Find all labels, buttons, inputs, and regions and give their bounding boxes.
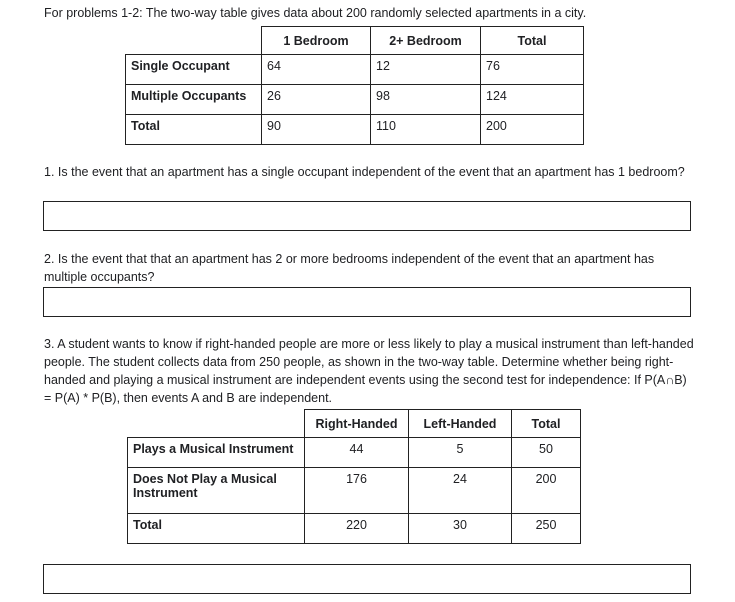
cell: 76 xyxy=(481,55,584,85)
cell: 30 xyxy=(409,514,512,544)
header-1-bedroom: 1 Bedroom xyxy=(262,27,371,55)
cell: 250 xyxy=(512,514,581,544)
header-empty xyxy=(126,27,262,55)
answer-box-1[interactable] xyxy=(43,201,691,231)
row-label: Total xyxy=(128,514,305,544)
cell: 200 xyxy=(512,468,581,514)
answer-box-2[interactable] xyxy=(43,287,691,317)
cell: 220 xyxy=(305,514,409,544)
answer-box-3[interactable] xyxy=(43,564,691,594)
cell: 12 xyxy=(371,55,481,85)
table-row xyxy=(126,85,584,115)
intro-text: For problems 1-2: The two-way table gives data about 200 randomly selected apartments in a city. xyxy=(44,6,587,20)
question-2: 2. Is the event that that an apartment has 2 or more bedrooms independent of the event that an apartment has multiple occupants? xyxy=(44,252,655,284)
cell: 26 xyxy=(262,85,371,115)
cell: 176 xyxy=(305,468,409,514)
row-label: Single Occupant xyxy=(126,55,262,85)
header-left-handed: Left-Handed xyxy=(409,410,512,438)
header-total: Total xyxy=(481,27,584,55)
row-label: Does Not Play a Musical Instrument xyxy=(128,468,305,514)
cell: 98 xyxy=(371,85,481,115)
row-label: Total xyxy=(126,115,262,145)
cell: 5 xyxy=(409,438,512,468)
question-3: 3. A student wants to know if right-handed people are more or less likely to play a musical instrument than left-handed people. The student collects data from 250 people, as shown in the two-way table. Determine whether being right-handed and playing a musical instrument are independent events using the second test for independence: If P(A∩B) = P(A) * P(B), then events A and B are independent. xyxy=(44,337,694,405)
cell: 44 xyxy=(305,438,409,468)
row-label: Multiple Occupants xyxy=(126,85,262,115)
table-row xyxy=(128,468,581,514)
header-empty xyxy=(128,410,305,438)
question-1: 1. Is the event that an apartment has a single occupant independent of the event that an apartment has 1 bedroom? xyxy=(44,165,685,179)
cell: 110 xyxy=(371,115,481,145)
row-label: Plays a Musical Instrument xyxy=(128,438,305,468)
cell: 90 xyxy=(262,115,371,145)
header-right-handed: Right-Handed xyxy=(305,410,409,438)
table-row xyxy=(126,55,584,85)
table-row xyxy=(128,514,581,544)
cell: 200 xyxy=(481,115,584,145)
cell: 124 xyxy=(481,85,584,115)
table-row xyxy=(128,438,581,468)
cell: 24 xyxy=(409,468,512,514)
cell: 50 xyxy=(512,438,581,468)
header-total: Total xyxy=(512,410,581,438)
handedness-table xyxy=(127,409,581,544)
cell: 64 xyxy=(262,55,371,85)
apartment-table xyxy=(125,26,584,145)
table-row xyxy=(126,115,584,145)
header-2plus-bedroom: 2+ Bedroom xyxy=(371,27,481,55)
